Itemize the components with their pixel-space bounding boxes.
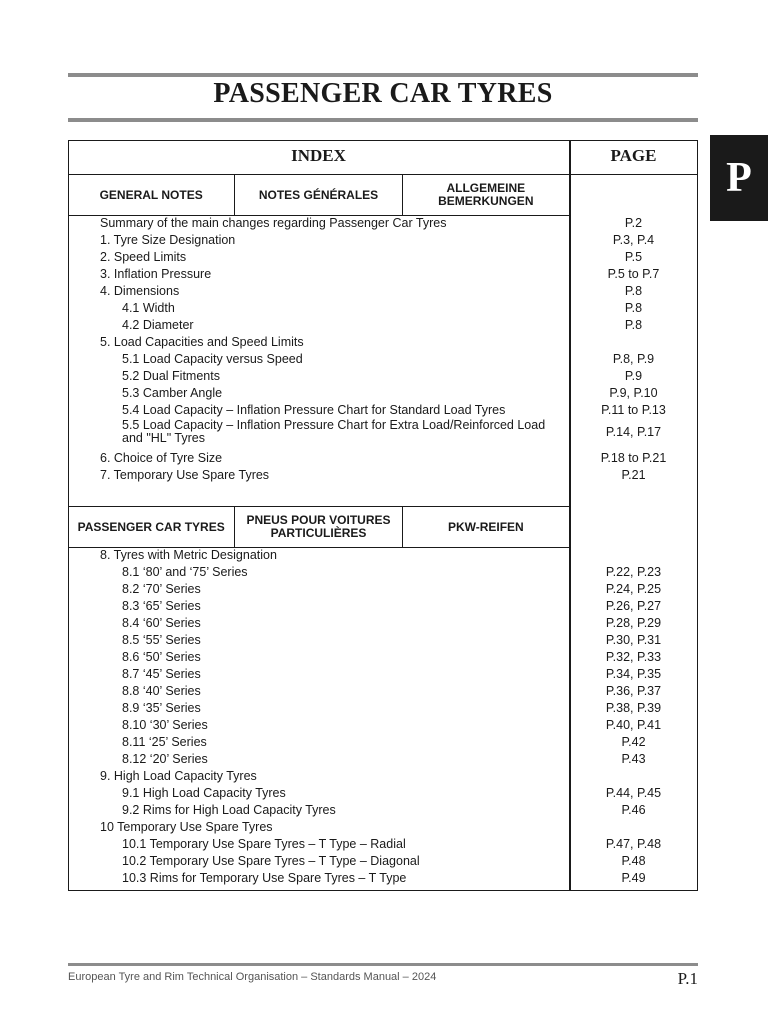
entry-label: 8.3 ‘65’ Series <box>122 599 201 613</box>
entry-page: P.36, P.37 <box>605 684 662 698</box>
footer-text: European Tyre and Rim Technical Organisation – Standards Manual – 2024 <box>68 971 437 983</box>
entry-page: P.34, P.35 <box>605 667 662 681</box>
entry-label: 8.2 ‘70’ Series <box>122 582 201 596</box>
entry-label: 8.12 ‘20’ Series <box>122 752 208 766</box>
index-header: INDEX <box>291 146 346 165</box>
entry-page: P.14, P.17 <box>605 425 662 439</box>
language-header-passenger <box>68 506 569 548</box>
entry-label: 7. Temporary Use Spare Tyres <box>100 468 270 482</box>
entry-label: Summary of the main changes regarding Passenger Car Tyres <box>100 216 447 230</box>
entry-page: P.38, P.39 <box>605 701 662 715</box>
top-rule-upper <box>68 73 698 77</box>
entry-label: 8.7 ‘45’ Series <box>122 667 201 681</box>
footer-rule <box>68 963 698 966</box>
entry-page: P.32, P.33 <box>605 650 662 664</box>
entry-label: 6. Choice of Tyre Size <box>100 451 223 465</box>
entry-label: 8. Tyres with Metric Designation <box>100 548 277 562</box>
entry-label: 5.4 Load Capacity – Inflation Pressure Chart for Standard Load Tyres <box>122 403 506 417</box>
entry-page: P.22, P.23 <box>605 565 662 579</box>
entry-label: 9. High Load Capacity Tyres <box>100 769 257 783</box>
entry-page: P.40, P.41 <box>605 718 662 732</box>
entry-label: 8.10 ‘30’ Series <box>122 718 208 732</box>
entry-label: 4.1 Width <box>122 301 175 315</box>
entry-label: 5.5 Load Capacity – Inflation Pressure Chart for Extra Load/Reinforced Load and "HL" Tyres <box>122 418 546 445</box>
entry-label: 10 Temporary Use Spare Tyres <box>100 820 273 834</box>
entry-page: P.42 <box>621 735 646 749</box>
entry-label: 4.2 Diameter <box>122 318 194 332</box>
footer-page-number: P.1 <box>677 969 698 988</box>
entry-page: P.49 <box>621 871 646 885</box>
entry-label: 8.5 ‘55’ Series <box>122 633 201 647</box>
entry-page: P.43 <box>621 752 646 766</box>
entry-page: P.9, P.10 <box>609 386 658 400</box>
entry-label: 9.1 High Load Capacity Tyres <box>122 786 286 800</box>
lang-cell-english: GENERAL NOTES <box>99 187 203 202</box>
lang-cell-french: NOTES GÉNÉRALES <box>234 175 401 215</box>
entry-page: P.24, P.25 <box>605 582 662 596</box>
lang-cell-german: PKW-REIFEN <box>402 507 569 547</box>
section-tab: P <box>710 135 768 221</box>
entry-page: P.5 to P.7 <box>607 267 660 281</box>
entry-label: 8.9 ‘35’ Series <box>122 701 201 715</box>
entry-page: P.44, P.45 <box>605 786 662 800</box>
entry-label: 5.2 Dual Fitments <box>122 369 220 383</box>
entry-label: 2. Speed Limits <box>100 250 187 264</box>
lang-cell-english: PASSENGER CAR TYRES <box>77 519 225 534</box>
entry-label: 8.6 ‘50’ Series <box>122 650 201 664</box>
entry-label: 8.1 ‘80’ and ‘75’ Series <box>122 565 248 579</box>
entry-label: 1. Tyre Size Designation <box>100 233 236 247</box>
entry-page: P.8 <box>624 318 643 332</box>
entry-page: P.8, P.9 <box>612 352 655 366</box>
entry-page: P.28, P.29 <box>605 616 662 630</box>
entry-page: P.9 <box>624 369 643 383</box>
entry-label: 3. Inflation Pressure <box>100 267 212 281</box>
entry-label: 5.1 Load Capacity versus Speed <box>122 352 303 366</box>
entry-page: P.11 to P.13 <box>601 403 666 417</box>
entry-page: P.5 <box>624 250 643 264</box>
entry-label: 10.3 Rims for Temporary Use Spare Tyres – T Type <box>122 871 407 885</box>
entry-page: P.2 <box>624 216 643 230</box>
entry-page: P.8 <box>624 284 643 298</box>
entry-page: P.26, P.27 <box>605 599 662 613</box>
entry-page: P.48 <box>621 854 646 868</box>
entry-label: 10.2 Temporary Use Spare Tyres – T Type – Diagonal <box>122 854 420 868</box>
entry-label: 8.8 ‘40’ Series <box>122 684 201 698</box>
entry-label: 9.2 Rims for High Load Capacity Tyres <box>122 803 336 817</box>
language-header-general <box>68 174 569 216</box>
entry-label: 4. Dimensions <box>100 284 180 298</box>
entry-page: P.8 <box>624 301 643 315</box>
entry-label: 8.4 ‘60’ Series <box>122 616 201 630</box>
page-title: PASSENGER CAR TYRES <box>213 78 553 109</box>
page-header: PAGE <box>610 146 657 165</box>
entry-label: 5.3 Camber Angle <box>122 386 223 400</box>
entry-label: 10.1 Temporary Use Spare Tyres – T Type – Radial <box>122 837 406 851</box>
lang-cell-french: PNEUS POUR VOITURES PARTICULIÈRES <box>234 507 401 547</box>
entry-page: P.3, P.4 <box>612 233 655 247</box>
top-rule-lower <box>68 118 698 122</box>
entry-page: P.18 to P.21 <box>600 451 667 465</box>
entry-page: P.47, P.48 <box>605 837 662 851</box>
entry-label: 8.11 ‘25’ Series <box>122 735 207 749</box>
entry-page: P.30, P.31 <box>605 633 662 647</box>
entry-label: 5. Load Capacities and Speed Limits <box>100 335 304 349</box>
entry-page: P.21 <box>621 468 646 482</box>
entry-page: P.46 <box>621 803 646 817</box>
lang-cell-german: ALLGEMEINE BEMERKUNGEN <box>402 175 569 215</box>
